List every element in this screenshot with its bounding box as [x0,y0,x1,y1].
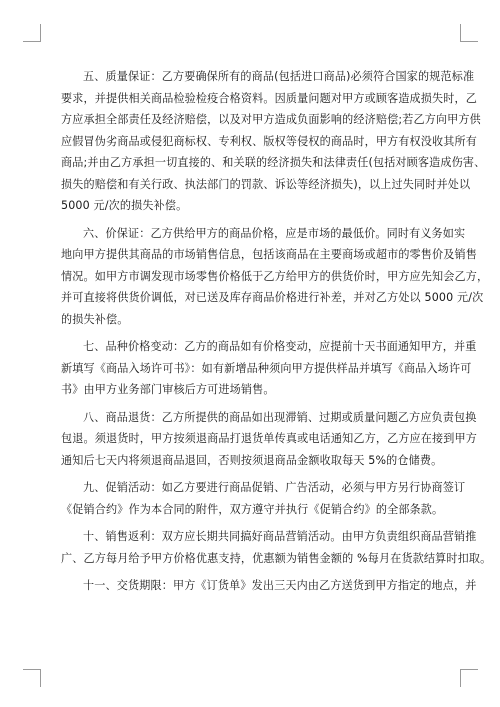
paragraph-promotion [61,477,466,520]
text-line: 通知后七天内将须退商品退回，否则按须退商品金额收取每天 5%的仓储费。 [61,453,443,467]
text-line: 5000 元/次的损失补偿。 [61,199,188,212]
text-line: 情况。如甲方市调发现市场零售价格低于乙方给甲方的供货价时，甲方应先知会乙方， [61,269,489,283]
crop-mark-top-right-vertical [460,24,461,42]
paragraph-delivery-period [61,575,477,597]
crop-mark-bottom-right-horizontal [461,669,478,670]
paragraph-price-guarantee [61,223,489,331]
text-line: 并可直接将供货价调低，对已送及库存商品价格进行补差，并对乙方处以 5000 元/次 [61,291,484,304]
text-line: 商品;并由乙方承担一切直接的、和关联的经济损失和法律责任(包括对顾客造成伤害、 [61,156,486,169]
text-line: 九、促销活动：如乙方要进行商品促销、广告活动，必须与甲方另行协商签订 [83,481,466,494]
crop-mark-bottom-left-vertical [40,669,41,687]
paragraph-product-return [61,407,478,472]
crop-mark-top-left-horizontal [23,41,40,42]
text-line: 广、乙方每月给予甲方价格优惠支持，优惠额为销售金额的 %每月在货款结算时扣取。 [61,551,492,565]
text-line: 包退。须退货时，甲方按须退商品打退货单传真或电话通知乙方，乙方应在接到甲方 [61,432,478,445]
text-line: 的损失补偿。 [61,312,129,326]
text-line: 六、价保证：乙方供给甲方的商品价格，应是市场的最低价。同时有义务如实 [83,226,466,240]
text-line: 应假冒伪劣商品或侵犯商标权、专利权、版权等侵权的商品时，甲方有权没收其所有 [61,134,478,148]
paragraph-sales-rebate [61,526,492,569]
text-line: 要求，并提供相关商品检验检疫合格资料。因质量问题对甲方或顾客造成损失时，乙 [61,91,478,105]
text-line: 新填写《商品入场许可书》：如有新增品种须向甲方提供样品并填写《商品入场许可 [61,361,472,375]
crop-mark-bottom-left-horizontal [23,669,40,670]
text-line: 方应承担全部责任及经济赔偿，以及对甲方造成负面影响的经济赔偿;若乙方向甲方供 [61,113,481,126]
text-line: 地向甲方提供其商品的市场销售信息，包括该商品在主要商场或超市的零售价及销售 [61,248,478,261]
paragraph-quality-guarantee [61,66,486,217]
text-line: 五、质量保证：乙方要确保所有的商品(包括进口商品)必须符合国家的规范标准 [83,70,475,83]
crop-mark-top-right-horizontal [461,41,478,42]
text-line: 七、品种价格变动：乙方的商品如有价格变动，应提前十天书面通知甲方，并重 [83,340,477,353]
text-line: 《促销合约》作为本合同的附件，双方遵守并执行《促销合约》的全部条款。 [61,502,444,516]
text-line: 十一、交货期限：甲方《订货单》发出三天内由乙方送货到甲方指定的地点，并 [83,579,477,592]
document-body [61,66,492,603]
crop-mark-top-left-vertical [40,24,41,42]
crop-mark-bottom-right-vertical [460,669,461,687]
text-line: 损失的赔偿和有关行政、执法部门的罚款、诉讼等经济损失)，以上过失同时并处以 [61,177,471,191]
text-line: 书》由甲方业务部门审核后方可进场销售。 [61,383,275,396]
paragraph-variety-price-change [61,336,477,401]
text-line: 十、销售返利：双方应长期共同搞好商品营销活动。由甲方负责组织商品营销推 [83,530,477,543]
text-line: 八、商品退货：乙方所提供的商品如出现滞销、过期或质量问题乙方应负责包换 [83,410,477,424]
